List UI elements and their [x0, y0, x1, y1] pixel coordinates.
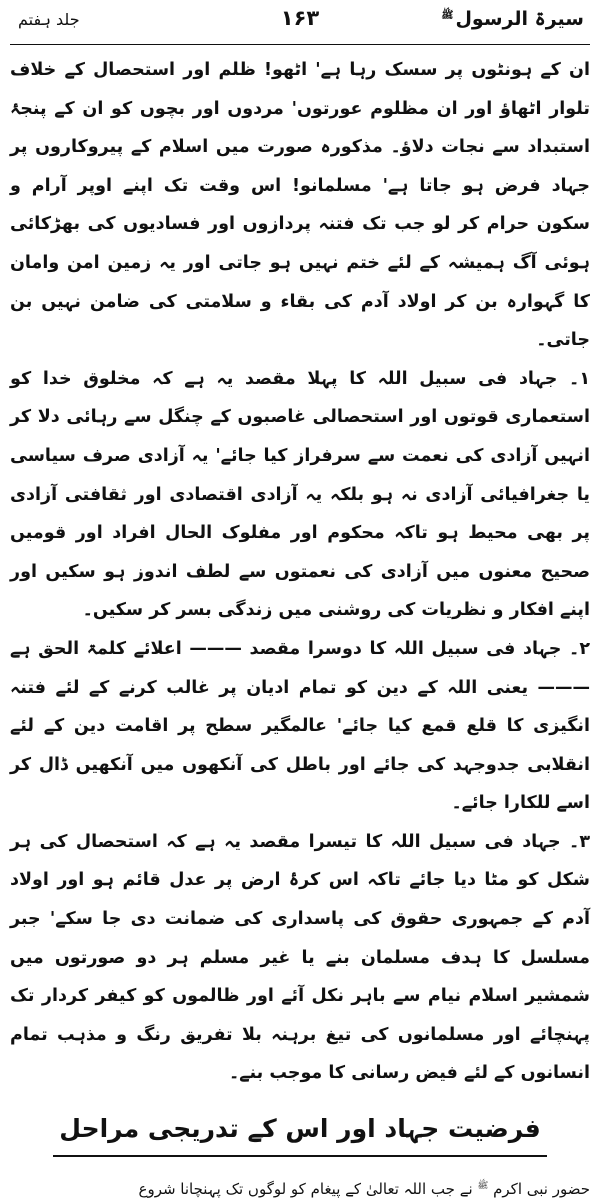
- section-heading-wrap: [10, 1105, 590, 1157]
- paragraph-objective-1: ۱۔ جہاد فی سبیل اللہ کا پہلا مقصد یہ ہے کہ مخلوق خدا کو استعماری قوتوں اور استحصالی غاصبوں کے چنگل سے رہائی دلا کر انہیں آزادی کی نعمت سے سرفراز کیا جائے' یہ آزادی صرف سیاسی یا جغرافیائی آزادی نہ ہو بلکہ یہ آزادی اقتصادی اور ثقافتی آزادی پر بھی محیط ہو تاکہ محکوم اور مفلوک الحال افراد اور قومیں صحیح معنوں میں آزادی کی نعمتوں سے لطف اندوز ہو سکیں اور اپنے افکار و نظریات کی روشنی میں زندگی بسر کر سکیں۔: [10, 368, 590, 621]
- paragraph-final: [10, 1171, 590, 1204]
- page-header: [10, 0, 590, 45]
- section-heading: فرضیت جہاد اور اس کے تدریجی مراحل: [53, 1105, 546, 1157]
- paragraph-objective-3: ۳۔ جہاد فی سبیل اللہ کا تیسرا مقصد یہ ہے کہ استحصال کی ہر شکل کو مٹا دیا جائے تاکہ اس کرۂ ارض پر عدل قائم ہو اور اولاد آدم کے جمہوری حقوق کی پاسداری کی ضمانت دی جا سکے' جبر مسلسل کا ہدف مسلمان بنے یا غیر مسلم ہر دو صورتوں میں شمشیر اسلام نیام سے باہر نکل آئے اور ظالموں کو کیفر کردار تک پہنچائے اور مسلمانوں کی تیغ برہنہ بلا تفریق رنگ و مذہب تمام انسانوں کے لئے فیض رسانی کا موجب بنے۔: [10, 831, 590, 1084]
- final-text-end: نے جب اللہ تعالیٰ کے پیغام کو لوگوں تک پہنچانا شروع: [138, 1180, 473, 1199]
- paragraph-intro: ان کے ہونٹوں پر سسک رہا ہے' اٹھو! ظلم اور استحصال کے خلاف تلوار اٹھاؤ اور ان مظلوم عورتوں' مردوں اور بچوں کو ان کے پنجۂ استبداد سے نجات دلاؤ۔ مذکورہ صورت میں اسلام کے پیروکاروں پر جہاد فرض ہو جاتا ہے' مسلمانو! اس وقت تک اپنے اوپر آرام و سکون حرام کر لو جب تک فتنہ پردازوں اور فسادیوں کی بھڑکائی ہوئی آگ ہمیشہ کے لئے ختم نہیں ہو جاتی اور یہ زمین امن وامان کا گہوارہ بن کر اولاد آدم کی بقاء و سلامتی کی ضامن نہیں بن جاتی۔: [10, 60, 590, 351]
- final-salutation-seal: ﷺ: [477, 1181, 489, 1192]
- salutation-seal: ﷺ: [441, 9, 454, 21]
- final-text-start: حضور نبی اکرم: [493, 1180, 590, 1199]
- book-title-text: سیرۃ الرسول: [455, 8, 584, 30]
- page-number: ۱۶۳: [280, 6, 320, 30]
- paragraph-objective-2: ۲۔ جہاد فی سبیل اللہ کا دوسرا مقصد ——— اعلائے کلمۃ الحق ہے ——— یعنی اللہ کے دین کو تمام ادیان پر غالب کرنے کے لئے فتنہ انگیزی کا قلع قمع کیا جائے' عالمگیر سطح پر اقامت دین کے لئے انقلابی جدوجہد کی جائے اور باطل کی آنکھوں میں آنکھیں ڈال کر اسے للکارا جائے۔: [10, 638, 590, 814]
- volume-label: جلد ہفتم: [18, 10, 80, 29]
- page-body: [10, 51, 590, 1093]
